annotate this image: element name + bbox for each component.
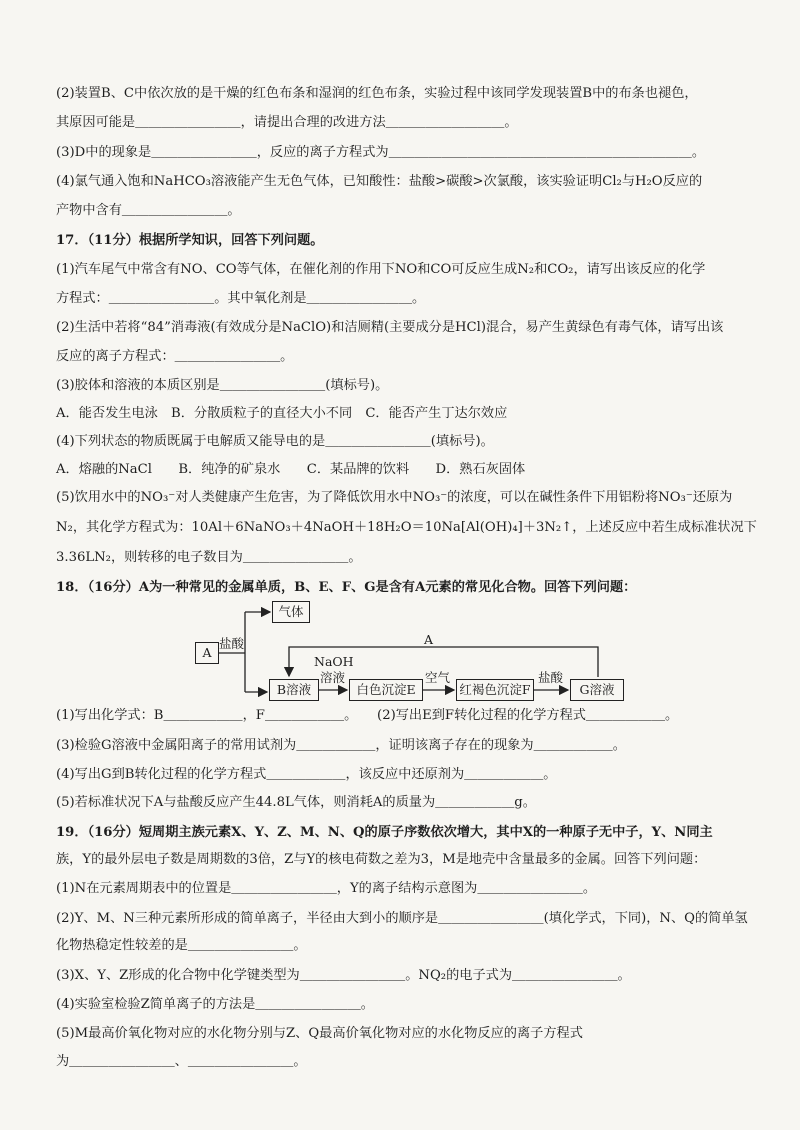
label-naoh-solution: 溶液	[320, 670, 346, 685]
q17-part2-line1: (2)生活中若将“84”消毒液(有效成分是NaClO)和洁厕精(主要成分是HCl)混合，易产生黄绿色有毒气体，请写出该	[56, 320, 724, 335]
q16-part4-line1: (4)氯气通入饱和NaHCO₃溶液能产生无色气体，已知酸性：盐酸>碳酸>次氯酸，该实验证明Cl₂与H₂O反应的	[56, 174, 703, 189]
q17-part3: (3)胶体和溶液的本质区别是＿＿＿＿＿＿＿＿(填标号)。	[56, 378, 389, 393]
q18-part3: (3)检验G溶液中金属阳离子的常用试剂为＿＿＿＿＿＿，证明该离子存在的现象为＿＿＿＿＿＿。	[56, 738, 626, 753]
box-g-solution: G溶液	[570, 679, 624, 701]
q18-part1-2: (1)写出化学式：B＿＿＿＿＿＿，F＿＿＿＿＿＿。 (2)写出E到F转化过程的化学方程式＿＿＿＿＿＿。	[56, 708, 679, 723]
q19-heading-line2: 族，Y的最外层电子数是周期数的3倍，Z与Y的核电荷数之差为3，M是地壳中含量最多的金属。回答下列问题：	[56, 852, 707, 867]
box-red-brown-precipitate-f: 红褐色沉淀F	[456, 679, 534, 701]
q18-part5: (5)若标准状况下A与盐酸反应产生44.8L气体，则消耗A的质量为＿＿＿＿＿＿g。	[56, 795, 536, 810]
label-naoh: NaOH	[314, 654, 354, 669]
q19-part2-line2: 化物热稳定性较差的是＿＿＿＿＿＿＿＿。	[56, 938, 307, 953]
q17-part5-line2: N₂，其化学方程式为：10Al＋6NaNO₃＋4NaOH＋18H₂O＝10Na[Al(OH)₄]＋3N₂↑，上述反应中若生成标准状况下	[56, 520, 757, 535]
q18-part4: (4)写出G到B转化过程的化学方程式＿＿＿＿＿＿，该反应中还原剂为＿＿＿＿＿＿。	[56, 767, 557, 782]
q19-part5-line2: 为＿＿＿＿＿＿＿＿、＿＿＿＿＿＿＿＿。	[56, 1054, 307, 1069]
q19-part3: (3)X、Y、Z形成的化合物中化学键类型为＿＿＿＿＿＿＿＿。NQ₂的电子式为＿＿＿＿＿＿＿＿。	[56, 968, 631, 983]
q17-part1-line2: 方程式：＿＿＿＿＿＿＿＿。其中氧化剂是＿＿＿＿＿＿＿＿。	[56, 291, 426, 306]
label-air: 空气	[425, 670, 451, 685]
box-gas: 气体	[272, 601, 310, 623]
q17-part4-options: A．熔融的NaCl B．纯净的矿泉水 C．某品牌的饮料 D．熟石灰固体	[56, 462, 526, 477]
q17-heading: 17．（11分）根据所学知识，回答下列问题。	[56, 233, 324, 248]
box-white-precipitate-e: 白色沉淀E	[349, 679, 423, 701]
q19-part5-line1: (5)M最高价氧化物对应的水化物分别与Z、Q最高价氧化物对应的水化物反应的离子方程式	[56, 1026, 583, 1041]
q16-part2-line2: 其原因可能是＿＿＿＿＿＿＿＿，请提出合理的改进方法＿＿＿＿＿＿＿＿＿。	[56, 115, 518, 130]
q17-part4: (4)下列状态的物质既属于电解质又能导电的是＿＿＿＿＿＿＿＿(填标号)。	[56, 434, 494, 449]
q17-part5-line3: 3.36LN₂，则转移的电子数目为＿＿＿＿＿＿＿＿。	[56, 550, 362, 565]
q16-part4-line2: 产物中含有＿＿＿＿＿＿＿＿。	[56, 203, 241, 218]
label-a-reagent: A	[424, 632, 434, 647]
q19-part2-line1: (2)Y、M、N三种元素所形成的简单离子，半径由大到小的顺序是＿＿＿＿＿＿＿＿(填化学式，下同)，N、Q的简单氢	[56, 911, 748, 926]
q16-part3: (3)D中的现象是＿＿＿＿＿＿＿＿，反应的离子方程式为＿＿＿＿＿＿＿＿＿＿＿＿＿＿＿＿＿＿＿＿＿＿＿。	[56, 145, 706, 160]
q17-part3-options: A．能否发生电泳 B．分散质粒子的直径大小不同 C．能否产生丁达尔效应	[56, 406, 508, 421]
q17-part2-line2: 反应的离子方程式：＿＿＿＿＿＿＿＿。	[56, 349, 294, 364]
label-hydrochloric-acid-2: 盐酸	[538, 670, 564, 685]
q19-part4: (4)实验室检验Z简单离子的方法是＿＿＿＿＿＿＿＿。	[56, 997, 374, 1012]
q19-part1: (1)N在元素周期表中的位置是＿＿＿＿＿＿＿＿，Y的离子结构示意图为＿＿＿＿＿＿＿＿。	[56, 881, 597, 896]
label-hydrochloric-acid-1: 盐酸	[219, 636, 245, 651]
q17-part5-line1: (5)饮用水中的NO₃⁻对人类健康产生危害，为了降低饮用水中NO₃⁻的浓度，可以在碱性条件下用铝粉将NO₃⁻还原为	[56, 490, 733, 505]
q17-part1-line1: (1)汽车尾气中常含有NO、CO等气体，在催化剂的作用下NO和CO可反应生成N₂和CO₂，请写出该反应的化学	[56, 262, 706, 277]
box-a: A	[195, 642, 219, 664]
q18-heading: 18．（16分）A为一种常见的金属单质，B、E、F、G是含有A元素的常见化合物。回答下列问题：	[56, 580, 637, 595]
q19-heading-line1: 19．（16分）短周期主族元素X、Y、Z、M、N、Q的原子序数依次增大，其中X的一种原子无中子，Y、N同主	[56, 825, 713, 840]
box-b-solution: B溶液	[269, 679, 319, 701]
q16-part2-line1: (2)装置B、C中依次放的是干燥的红色布条和湿润的红色布条，实验过程中该同学发现装置B中的布条也褪色，	[56, 86, 698, 101]
